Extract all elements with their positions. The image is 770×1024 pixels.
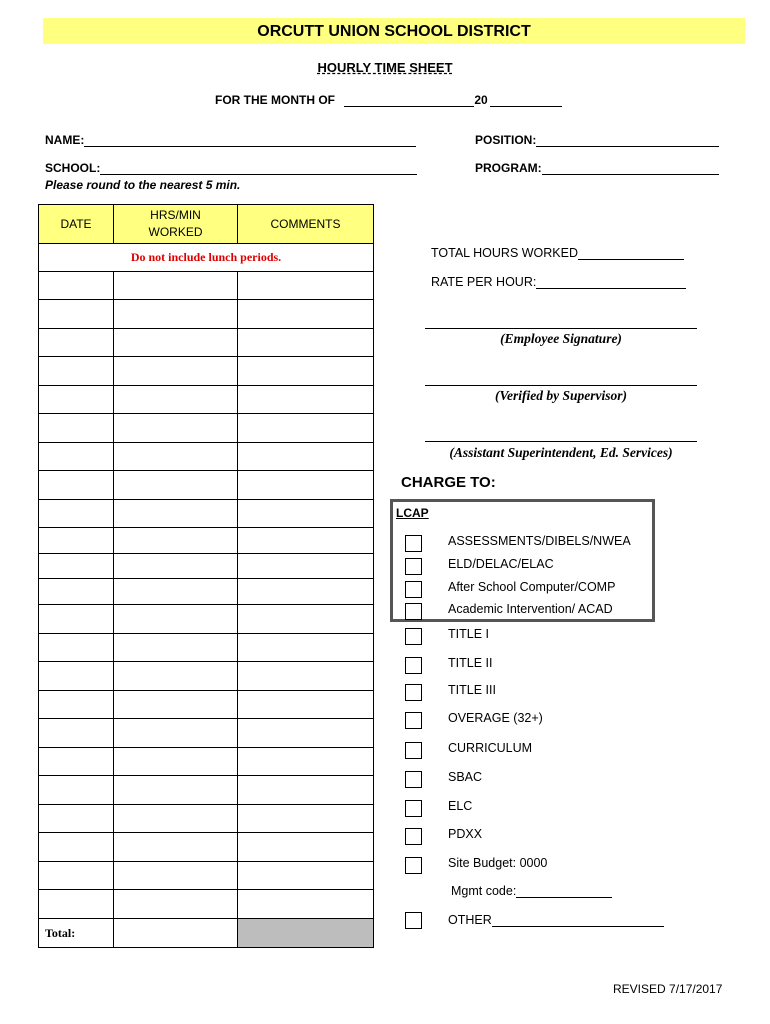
supervisor-signature-line[interactable] [425, 385, 697, 386]
comments-cell[interactable] [238, 833, 374, 862]
comments-cell[interactable] [238, 748, 374, 776]
comments-cell[interactable] [238, 272, 374, 300]
program-field[interactable] [542, 162, 719, 175]
charge-checkbox[interactable] [405, 581, 422, 598]
total-hours-field[interactable] [578, 247, 684, 260]
charge-item-label: ELC [448, 799, 473, 813]
date-cell[interactable] [39, 862, 114, 890]
date-cell[interactable] [39, 329, 114, 357]
comments-cell[interactable] [238, 471, 374, 500]
comments-cell[interactable] [238, 805, 374, 833]
table-row [39, 748, 374, 776]
hrs-cell[interactable] [114, 443, 238, 471]
total-hours-label: TOTAL HOURS WORKED [431, 246, 579, 260]
charge-item-label: SBAC [448, 770, 483, 784]
charge-checkbox[interactable] [405, 535, 422, 552]
charge-checkbox[interactable] [405, 712, 422, 729]
comments-cell[interactable] [238, 528, 374, 554]
date-cell[interactable] [39, 691, 114, 719]
comments-cell[interactable] [238, 357, 374, 386]
hrs-cell[interactable] [114, 386, 238, 414]
charge-checkbox[interactable] [405, 828, 422, 845]
mgmt-code-field[interactable] [516, 885, 612, 898]
date-cell[interactable] [39, 634, 114, 662]
charge-item-label: CURRICULUM [448, 741, 533, 755]
comments-cell[interactable] [238, 500, 374, 528]
table-row [39, 605, 374, 634]
charge-item-label: Academic Intervention/ ACAD [448, 602, 613, 616]
charge-checkbox[interactable] [405, 628, 422, 645]
other-field[interactable] [492, 914, 664, 927]
hrs-cell[interactable] [114, 414, 238, 443]
table-row [39, 833, 374, 862]
hrs-cell[interactable] [114, 500, 238, 528]
comments-cell[interactable] [238, 386, 374, 414]
table-row [39, 691, 374, 719]
date-cell[interactable] [39, 554, 114, 579]
employee-signature-line[interactable] [425, 328, 697, 329]
table-row [39, 528, 374, 554]
date-cell[interactable] [39, 500, 114, 528]
rate-label: RATE PER HOUR: [431, 275, 537, 289]
comments-cell[interactable] [238, 862, 374, 890]
total-hours-cell[interactable] [114, 919, 238, 948]
charge-item-label: TITLE II [448, 656, 493, 670]
table-row [39, 300, 374, 329]
district-name: ORCUTT UNION SCHOOL DISTRICT [257, 23, 531, 40]
name-row [45, 133, 416, 147]
date-cell[interactable] [39, 719, 114, 748]
hrs-cell[interactable] [114, 300, 238, 329]
comments-cell[interactable] [238, 300, 374, 329]
hrs-cell[interactable] [114, 272, 238, 300]
hrs-cell[interactable] [114, 605, 238, 634]
charge-checkbox[interactable] [405, 603, 422, 620]
comments-cell[interactable] [238, 634, 374, 662]
table-row [39, 805, 374, 833]
revised-date: REVISED 7/17/2017 [613, 982, 723, 996]
hrs-cell[interactable] [114, 748, 238, 776]
school-field[interactable] [100, 162, 417, 175]
rate-field[interactable] [536, 276, 686, 289]
table-row [39, 776, 374, 805]
table-row [39, 890, 374, 919]
charge-item-label: Site Budget: 0000 [448, 856, 548, 870]
date-cell[interactable] [39, 805, 114, 833]
asst-super-signature-line[interactable] [425, 441, 697, 442]
hrs-cell[interactable] [114, 357, 238, 386]
comments-cell[interactable] [238, 443, 374, 471]
col-hrs: HRS/MIN WORKED [114, 205, 238, 244]
table-row [39, 386, 374, 414]
month-label: FOR THE MONTH OF [215, 93, 335, 107]
rate-row [431, 275, 686, 289]
charge-checkbox[interactable] [405, 771, 422, 788]
date-cell[interactable] [39, 605, 114, 634]
hrs-cell[interactable] [114, 776, 238, 805]
comments-cell[interactable] [238, 691, 374, 719]
time-sheet-table [38, 204, 374, 948]
asst-super-signature-label: (Assistant Superintendent, Ed. Services) [449, 445, 673, 460]
other-label: OTHER [448, 913, 492, 927]
date-cell[interactable] [39, 662, 114, 691]
charge-item-label: TITLE III [448, 683, 496, 697]
hrs-cell[interactable] [114, 805, 238, 833]
table-row [39, 579, 374, 605]
program-label: PROGRAM: [475, 161, 542, 175]
charge-checkbox[interactable] [405, 742, 422, 759]
hrs-cell[interactable] [114, 862, 238, 890]
table-row [39, 272, 374, 300]
date-cell[interactable] [39, 300, 114, 329]
hrs-cell[interactable] [114, 528, 238, 554]
date-cell[interactable] [39, 471, 114, 500]
other-checkbox[interactable] [405, 912, 422, 929]
name-label: NAME: [45, 133, 85, 147]
table-row [39, 329, 374, 357]
total-gray-cell [238, 919, 374, 948]
table-row [39, 634, 374, 662]
mgmt-code-row [451, 884, 612, 898]
date-cell[interactable] [39, 748, 114, 776]
hrs-cell[interactable] [114, 579, 238, 605]
date-cell[interactable] [39, 528, 114, 554]
date-cell[interactable] [39, 272, 114, 300]
year-prefix: 20 [474, 93, 488, 107]
charge-title: CHARGE TO: [401, 474, 496, 491]
table-row [39, 862, 374, 890]
employee-signature-label: (Employee Signature) [500, 331, 622, 346]
total-label: Total: [39, 919, 114, 948]
hrs-cell[interactable] [114, 554, 238, 579]
comments-cell[interactable] [238, 329, 374, 357]
charge-item-label: ELD/DELAC/ELAC [448, 557, 554, 571]
date-cell[interactable] [39, 443, 114, 471]
lcap-label: LCAP [396, 506, 429, 520]
total-row [39, 919, 374, 948]
table-row [39, 443, 374, 471]
comments-cell[interactable] [238, 554, 374, 579]
col-date: DATE [39, 205, 114, 244]
mgmt-code-label: Mgmt code: [451, 884, 517, 898]
supervisor-signature-label: (Verified by Supervisor) [495, 388, 627, 403]
position-row [475, 133, 719, 147]
comments-cell[interactable] [238, 579, 374, 605]
month-line [215, 93, 562, 107]
hrs-cell[interactable] [114, 691, 238, 719]
name-field[interactable] [84, 134, 416, 147]
comments-cell[interactable] [238, 719, 374, 748]
district-banner [43, 18, 745, 44]
charge-item-label: ASSESSMENTS/DIBELS/NWEA [448, 534, 631, 548]
charge-checkbox[interactable] [405, 558, 422, 575]
hrs-cell[interactable] [114, 890, 238, 919]
date-cell[interactable] [39, 414, 114, 443]
year-field[interactable] [490, 94, 562, 107]
hrs-cell[interactable] [114, 634, 238, 662]
total-hours-row [431, 246, 684, 260]
charge-item-label: After School Computer/COMP [448, 580, 616, 594]
charge-item-label: TITLE I [448, 627, 489, 641]
other-row [448, 913, 664, 927]
round-note: Please round to the nearest 5 min. [45, 178, 241, 192]
month-field[interactable] [344, 94, 474, 107]
hrs-cell[interactable] [114, 833, 238, 862]
charge-item-label: PDXX [448, 827, 483, 841]
table-row [39, 719, 374, 748]
hrs-cell[interactable] [114, 329, 238, 357]
lunch-note: Do not include lunch periods. [39, 244, 374, 272]
program-row [475, 161, 719, 175]
hrs-cell[interactable] [114, 662, 238, 691]
comments-cell[interactable] [238, 776, 374, 805]
comments-cell[interactable] [238, 414, 374, 443]
school-label: SCHOOL: [45, 161, 101, 175]
date-cell[interactable] [39, 357, 114, 386]
table-row [39, 471, 374, 500]
charge-checkbox[interactable] [405, 657, 422, 674]
hrs-cell[interactable] [114, 471, 238, 500]
table-header-row [39, 205, 374, 244]
table-row [39, 662, 374, 691]
position-field[interactable] [536, 134, 719, 147]
date-cell[interactable] [39, 890, 114, 919]
form-title: HOURLY TIME SHEET [317, 60, 453, 75]
col-comments: COMMENTS [238, 205, 374, 244]
table-row [39, 554, 374, 579]
comments-cell[interactable] [238, 662, 374, 691]
table-row [39, 500, 374, 528]
date-cell[interactable] [39, 833, 114, 862]
table-row [39, 357, 374, 386]
comments-cell[interactable] [238, 605, 374, 634]
date-cell[interactable] [39, 776, 114, 805]
date-cell[interactable] [39, 386, 114, 414]
table-row [39, 414, 374, 443]
date-cell[interactable] [39, 579, 114, 605]
lunch-row [39, 244, 374, 272]
charge-checkbox[interactable] [405, 684, 422, 701]
position-label: POSITION: [475, 133, 537, 147]
hrs-cell[interactable] [114, 719, 238, 748]
charge-checkbox[interactable] [405, 800, 422, 817]
comments-cell[interactable] [238, 890, 374, 919]
school-row [45, 161, 417, 175]
charge-item-label: OVERAGE (32+) [448, 711, 543, 725]
charge-checkbox[interactable] [405, 857, 422, 874]
